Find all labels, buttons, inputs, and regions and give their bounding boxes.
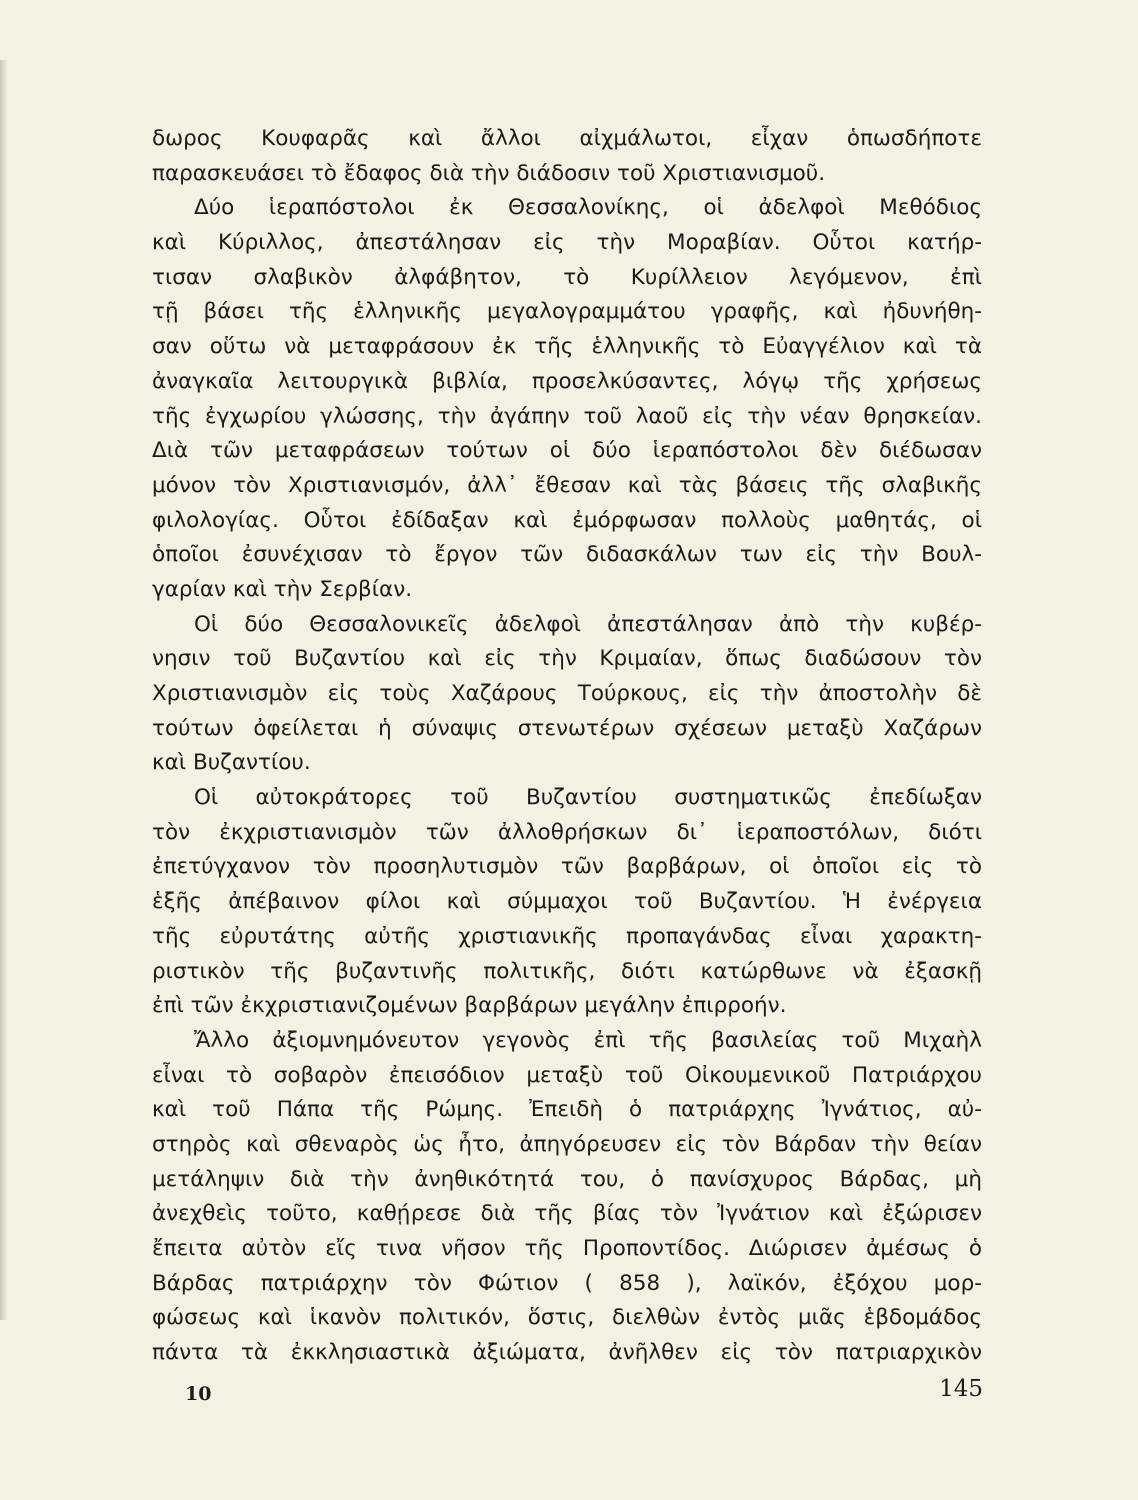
text-line: Οἱ αὐτοκράτορες τοῦ Βυζαντίου συστηματικῶς ἐπεδίωξαν (194, 785, 982, 811)
text-line: ἑξῆς ἀπέβαινον φίλοι καὶ σύμμαχοι τοῦ Βυζαντίου. Ἡ ἐνέργεια (152, 889, 982, 915)
text-line: καὶ Κύριλλος, ἀπεστάλησαν εἰς τὴν Μοραβίαν. Οὗτοι κατήρ- (152, 230, 982, 256)
printer-signature-mark: 10 (185, 1383, 212, 1405)
text-line: μόνον τὸν Χριστιανισμόν, ἀλλ᾽ ἔθεσαν καὶ τὰς βάσεις τῆς σλαβικῆς (152, 472, 982, 498)
text-line: παρασκευάσει τὸ ἔδαφος διὰ τὴν διάδοσιν τοῦ Χριστιανισμοῦ. (152, 160, 826, 186)
text-line: μετάληψιν διὰ τὴν ἀνηθικότητά του, ὁ πανίσχυρος Βάρδας, μὴ (152, 1166, 982, 1192)
text-line: Διὰ τῶν μεταφράσεων τούτων οἱ δύο ἱεραπόστολοι δὲν διέδωσαν (152, 438, 982, 464)
page-edge-shadow (0, 60, 8, 1320)
text-line: νησιν τοῦ Βυζαντίου καὶ εἰς τὴν Κριμαίαν, ὅπως διαδώσουν τὸν (152, 646, 982, 672)
text-line: πάντα τὰ ἐκκλησιαστικὰ ἀξιώματα, ἀνῆλθεν εἰς τὸν πατριαρχικὸν (152, 1340, 982, 1366)
page-number: 145 (939, 1376, 983, 1402)
text-line: σαν οὕτω νὰ μεταφράσουν ἐκ τῆς ἑλληνικῆς τὸ Εὐαγγέλιον καὶ τὰ (152, 334, 982, 360)
text-line: φιλολογίας. Οὗτοι ἐδίδαξαν καὶ ἐμόρφωσαν πολλοὺς μαθητάς, οἱ (152, 507, 982, 533)
text-line: ὁποῖοι ἐσυνέχισαν τὸ ἔργον τῶν διδασκάλων των εἰς τὴν Βουλ- (152, 542, 982, 568)
text-line: ριστικὸν τῆς βυζαντινῆς πολιτικῆς, διότι κατώρθωνε νὰ ἐξασκῇ (152, 958, 982, 984)
text-line: Βάρδας πατριάρχην τὸν Φώτιον ( 858 ), λαϊκόν, ἐξόχου μορ- (152, 1270, 982, 1296)
text-line: Χριστιανισμὸν εἰς τοὺς Χαζάρους Τούρκους, εἰς τὴν ἀποστολὴν δὲ (152, 681, 982, 706)
text-line: τούτων ὀφείλεται ἡ σύναψις στενωτέρων σχέσεων μεταξὺ Χαζάρων (152, 715, 982, 741)
text-line: Ἄλλο ἀξιομνημόνευτον γεγονὸς ἐπὶ τῆς βασιλείας τοῦ Μιχαὴλ (194, 1027, 982, 1053)
text-line: καὶ Βυζαντίου. (152, 750, 311, 776)
text-line: φώσεως καὶ ἱκανὸν πολιτικόν, ὅστις, διελθὼν ἐντὸς μιᾶς ἑβδομάδος (152, 1305, 982, 1331)
text-line: στηρὸς καὶ σθεναρὸς ὡς ἦτο, ἀπηγόρευσεν εἰς τὸν Βάρδαν τὴν θείαν (152, 1131, 982, 1157)
text-line: Οἱ δύο Θεσσαλονικεῖς ἀδελφοὶ ἀπεστάλησαν ἀπὸ τὴν κυβέρ- (194, 611, 982, 637)
text-line: ἐπὶ τῶν ἐκχριστιανιζομένων βαρβάρων μεγάλην ἐπιρροήν. (152, 993, 787, 1019)
text-line: τὸν ἐκχριστιανισμὸν τῶν ἀλλοθρήσκων δι᾽ ἱεραποστόλων, διότι (152, 819, 982, 845)
body-text (152, 122, 982, 1371)
text-line: εἶναι τὸ σοβαρὸν ἐπεισόδιον μεταξὺ τοῦ Οἰκουμενικοῦ Πατριάρχου (152, 1062, 982, 1088)
text-line: τῆς εὐρυτάτης αὐτῆς χριστιανικῆς προπαγάνδας εἶναι χαρακτη- (152, 923, 982, 949)
text-line: τισαν σλαβικὸν ἀλφάβητον, τὸ Κυρίλλειον λεγόμενον, ἐπὶ (152, 264, 982, 290)
text-line: τῇ βάσει τῆς ἑλληνικῆς μεγαλογραμμάτου γραφῆς, καὶ ἠδυνήθη- (152, 299, 982, 325)
text-line: δωρος Κουφαρᾶς καὶ ἄλλοι αἰχμάλωτοι, εἶχαν ὁπωσδήποτε (152, 126, 982, 151)
text-line: καὶ τοῦ Πάπα τῆς Ρώμης. Ἐπειδὴ ὁ πατριάρχης Ἰγνάτιος, αὐ- (152, 1097, 982, 1123)
text-line: Δύο ἱεραπόστολοι ἐκ Θεσσαλονίκης, οἱ ἀδελφοὶ Μεθόδιος (194, 195, 982, 221)
text-line: γαρίαν καὶ τὴν Σερβίαν. (152, 576, 413, 602)
text-line: ἀνεχθεὶς τοῦτο, καθῄρεσε διὰ τῆς βίας τὸν Ἰγνάτιον καὶ ἐξώρισεν (152, 1201, 982, 1227)
text-line: ἀναγκαῖα λειτουργικὰ βιβλία, προσελκύσαντες, λόγῳ τῆς χρήσεως (152, 368, 982, 394)
text-line: τῆς ἐγχωρίου γλώσσης, τὴν ἀγάπην τοῦ λαοῦ εἰς τὴν νέαν θρησκείαν. (152, 403, 982, 429)
text-line: ἔπειτα αὐτὸν εἴς τινα νῆσον τῆς Προποντίδος. Διώρισεν ἀμέσως ὁ (152, 1236, 982, 1261)
text-line: ἐπετύγχανον τὸν προσηλυτισμὸν τῶν βαρβάρων, οἱ ὁποῖοι εἰς τὸ (152, 854, 982, 880)
